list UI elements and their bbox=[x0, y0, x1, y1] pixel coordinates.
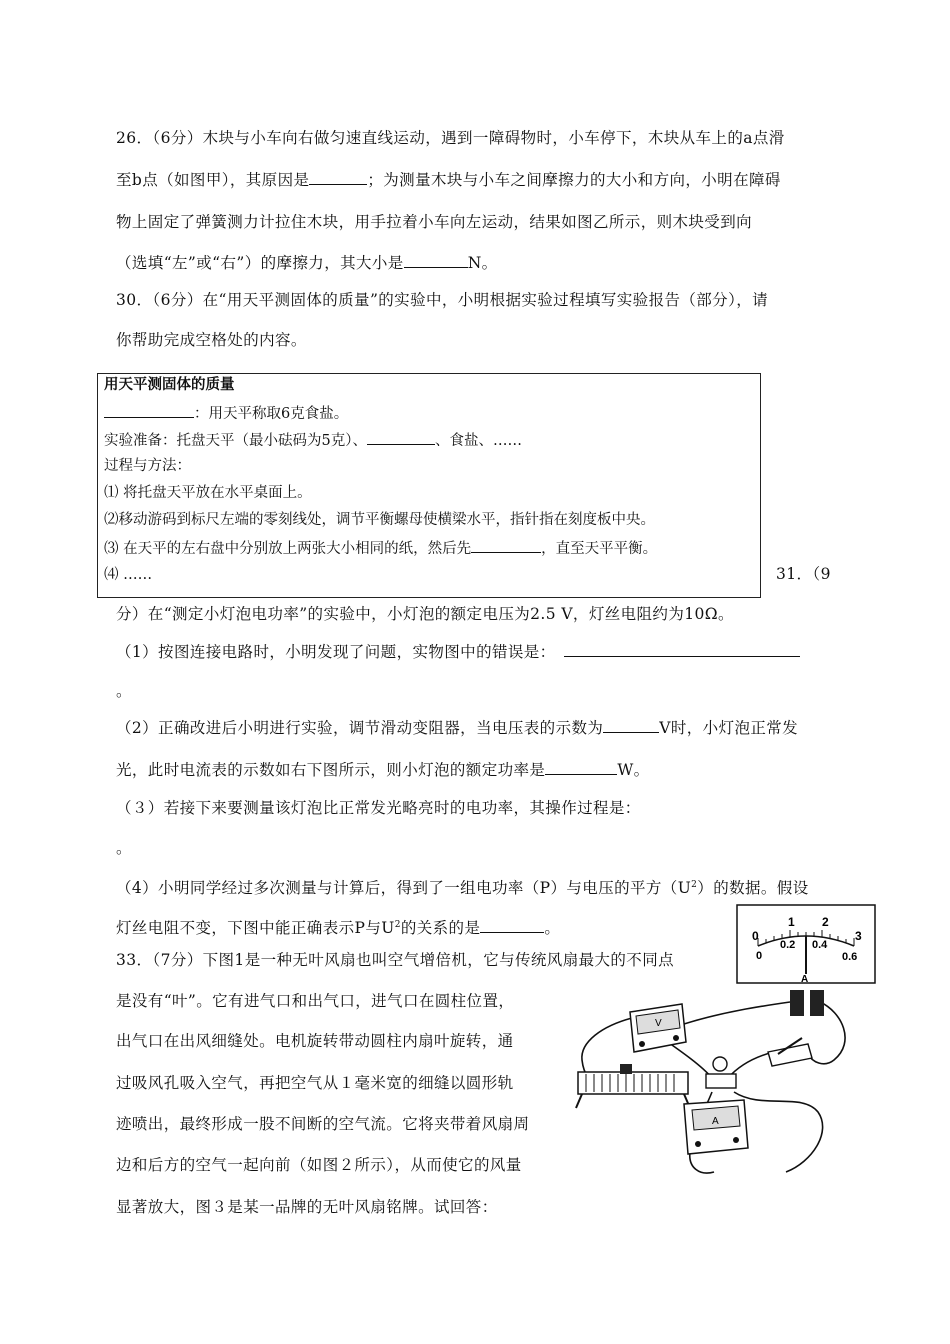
q26-text: ；为测量木块与小车之间摩擦力的大小和方向，小明在障碍 bbox=[367, 171, 781, 189]
report-line-6 bbox=[104, 538, 657, 558]
answer-blank[interactable] bbox=[104, 403, 194, 418]
voltmeter-icon bbox=[630, 1004, 686, 1052]
report-line-2 bbox=[104, 430, 522, 450]
ammeter-icon-label: A bbox=[712, 1116, 719, 1127]
battery-icon bbox=[790, 990, 824, 1016]
report-text: ⑶ 在天平的左右盘中分别放上两张大小相同的纸，然后先 bbox=[104, 541, 472, 557]
answer-blank[interactable] bbox=[545, 760, 617, 775]
ammeter-label: A bbox=[801, 974, 809, 984]
q31-text: V时，小灯泡正常发 bbox=[659, 719, 799, 737]
q31-part-4b bbox=[116, 915, 560, 938]
q33-line-3: 出气口在出风细缝处。电机旋转带动圆柱内扇叶旋转，通 bbox=[116, 1032, 514, 1050]
answer-blank[interactable] bbox=[564, 642, 800, 657]
report-text: 、食盐、…… bbox=[434, 433, 522, 449]
answer-blank[interactable] bbox=[471, 538, 541, 553]
circuit-diagram-figure bbox=[572, 982, 858, 1182]
q26-line-1: 26．（6分）木块与小车向右做匀速直线运动，遇到一障碍物时，小车停下，木块从车上的a点滑 bbox=[116, 129, 785, 147]
tick-label: 0 bbox=[752, 929, 759, 943]
q26-text: 至b点（如图甲），其原因是 bbox=[116, 171, 310, 189]
ammeter-icon bbox=[684, 1100, 748, 1154]
q31-text: （4）小明同学经过多次测量与计算后，得到了一组电功率（P）与电压的平方（U bbox=[116, 879, 692, 898]
report-text: ：用天平称取6克食盐。 bbox=[194, 406, 349, 422]
tick-label: 0 bbox=[756, 950, 763, 962]
q31-part-3: （３）若接下来要测量该灯泡比正常发光略亮时的电功率，其操作过程是： bbox=[116, 799, 641, 817]
report-text: ，直至天平平衡。 bbox=[541, 541, 658, 557]
q31-text: （2）正确改进后小明进行实验，调节滑动变阻器，当电压表的示数为 bbox=[116, 719, 604, 737]
q30-line-1: 30．（6分）在“用天平测固体的质量”的实验中，小明根据实验过程填写实验报告（部分），请 bbox=[116, 291, 769, 309]
q31-text: 。 bbox=[544, 919, 561, 938]
superscript: 2 bbox=[691, 880, 698, 890]
q31-line-1: 分）在“测定小灯泡电功率”的实验中，小灯泡的额定电压为2.5 V，灯丝电阻约为10Ω。 bbox=[116, 605, 734, 623]
q33-line-4: 过吸风孔吸入空气，再把空气从１毫米宽的细缝以圆形轨 bbox=[116, 1074, 514, 1092]
q31-part-3-end: 。 bbox=[116, 839, 132, 857]
q31-text: ）的数据。假设 bbox=[697, 879, 809, 898]
q26-line-2 bbox=[116, 170, 781, 190]
report-line-7: ⑷ …… bbox=[104, 567, 153, 583]
tick-label: 2 bbox=[822, 915, 829, 929]
q26-text: N。 bbox=[467, 254, 498, 272]
tick-label: 0.4 bbox=[812, 939, 828, 951]
q31-text: 的关系的是 bbox=[400, 919, 481, 938]
q33-line-2: 是没有“叶”。它有进气口和出气口，进气口在圆柱位置， bbox=[116, 992, 515, 1010]
lamp-icon bbox=[706, 1057, 736, 1088]
q30-line-2: 你帮助完成空格处的内容。 bbox=[116, 331, 307, 349]
q31-text: （1）按图连接电路时，小明发现了问题，实物图中的错误是： bbox=[116, 643, 556, 661]
q31-text: 光，此时电流表的示数如右下图所示，则小灯泡的额定功率是 bbox=[116, 761, 546, 779]
q31-number: 31．（9 bbox=[776, 565, 831, 583]
q31-text: 灯丝电阻不变，下图中能正确表示P与U bbox=[116, 919, 395, 938]
tick-label: 3 bbox=[855, 929, 862, 943]
tick-label: 0.6 bbox=[842, 951, 858, 963]
report-line-5: ⑵移动游码到标尺左端的零刻线处，调节平衡螺母使横梁水平，指针指在刻度板中央。 bbox=[104, 512, 655, 528]
answer-blank[interactable] bbox=[367, 430, 435, 445]
report-title: 用天平测固体的质量 bbox=[104, 376, 235, 393]
report-line-3: 过程与方法： bbox=[104, 458, 191, 474]
q26-line-3: 物上固定了弹簧测力计拉住木块，用手拉着小车向左运动，结果如图乙所示，则木块受到向 bbox=[116, 213, 753, 231]
answer-blank[interactable] bbox=[309, 170, 367, 185]
switch-icon bbox=[768, 1038, 812, 1066]
q31-part-4a bbox=[116, 875, 809, 898]
q31-part-2b bbox=[116, 760, 650, 780]
rheostat-icon bbox=[576, 1064, 690, 1108]
answer-blank[interactable] bbox=[480, 918, 544, 933]
q33-line-5: 迹喷出，最终形成一股不间断的空气流。它将夹带着风扇周 bbox=[116, 1115, 530, 1133]
voltmeter-label: V bbox=[655, 1018, 662, 1029]
q33-line-1: 33．（7分）下图1是一种无叶风扇也叫空气增倍机，它与传统风扇最大的不同点 bbox=[116, 951, 674, 969]
report-line-4: ⑴ 将托盘天平放在水平桌面上。 bbox=[104, 485, 312, 501]
q26-line-4 bbox=[116, 253, 498, 273]
answer-blank[interactable] bbox=[404, 253, 468, 268]
tick-label: 1 bbox=[788, 915, 795, 929]
superscript: 2 bbox=[394, 920, 401, 930]
q31-part-1 bbox=[116, 642, 800, 662]
q33-line-7: 显著放大，图３是某一品牌的无叶风扇铭牌。试回答： bbox=[116, 1198, 498, 1216]
q31-part-2a bbox=[116, 718, 798, 738]
q31-text: W。 bbox=[617, 761, 650, 779]
answer-blank[interactable] bbox=[603, 718, 659, 733]
q31-part-1-end: 。 bbox=[116, 682, 132, 700]
tick-label: 0.2 bbox=[780, 939, 796, 951]
q33-line-6: 边和后方的空气一起向前（如图２所示），从而使它的风量 bbox=[116, 1156, 522, 1174]
report-line-1 bbox=[104, 403, 348, 423]
q26-text: （选填“左”或“右”）的摩擦力，其大小是 bbox=[116, 254, 404, 272]
report-text: 实验准备：托盘天平（最小砝码为5克）、 bbox=[104, 433, 367, 449]
ammeter-dial-figure bbox=[736, 904, 876, 984]
